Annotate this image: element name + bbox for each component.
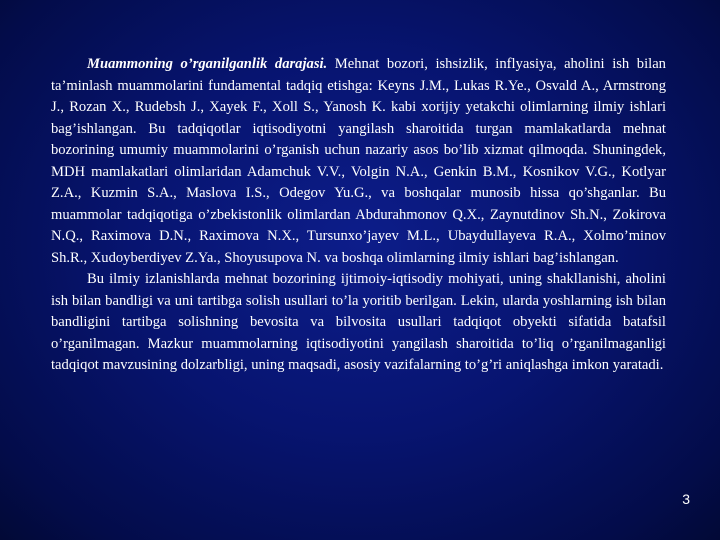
body-text — [51, 54, 666, 377]
paragraph-text: Mehnat bozori, ishsizlik, inflyasiya, aholini ish bilan ta’minlash muammolarini fundamental tadqiq etishga: Keyns J.M., Lukas R.Ye., Osvald A., Armstrong J., Rozan X., Rudebsh J., Xayek F., Xoll S., Yanosh K. kabi xorijiy yetakchi olimlarning ilmiy ishlari bag’ishlangan. Bu tadqiqotlar iqtisodiyotni yangilash sharoitida turgan mamlakatlarda mehnat bozorining umumiy muammolarini o’rganish uchun nazariy asos bo’lib xizmat qilmoqda. Shuningdek, MDH mamlakatlari olimlaridan Adamchuk V.V., Volgin N.A., Genkin B.M., Kosnikov V.G., Kotlyar Z.A., Kuzmin S.A., Maslova I.S., Odegov Yu.G., va boshqalar munosib hissa qo’shganlar. Bu muammolar tadqiqotiga o’zbekistonlik olimlardan Abdurahmonov Q.X., Zaynutdinov Sh.N., Zokirova N.Q., Raximova D.N., Raximova N.X., Tursunxo’jayev M.L., Ubaydullayeva R.A., Xolmo’minov Sh.R., Xudoyberdiyev Z.Ya., Shoyusupova N. va boshqa olimlarning ilmiy ishlari bag’ishlangan. — [51, 56, 666, 266]
page-number: 3 — [682, 491, 690, 507]
paragraph-literature-review — [51, 54, 666, 269]
section-heading: Muammoning o’rganilganlik darajasi. — [87, 56, 328, 72]
paragraph-research-gap — [51, 269, 666, 377]
paragraph-text: Bu ilmiy izlanishlarda mehnat bozorining ijtimoiy-iqtisodiy mohiyati, uning shakllanishi, aholini ish bilan bandligi va uni tartibga solish usullari to’la yoritib berilgan. Lekin, ularda yoshlarning ish bilan bandligini tartibga solishning bevosita va bilvosita usullari tadqiqot obyekti sifatida batafsil o’rganilmagan. Mazkur muammolarning iqtisodiyotini yangilash sharoitida to’liq o’rganilmaganligi tadqiqot mavzusining dolzarbligi, uning maqsadi, asosiy vazifalarning to’g’ri aniqlashga imkon yaratadi. — [51, 271, 666, 373]
